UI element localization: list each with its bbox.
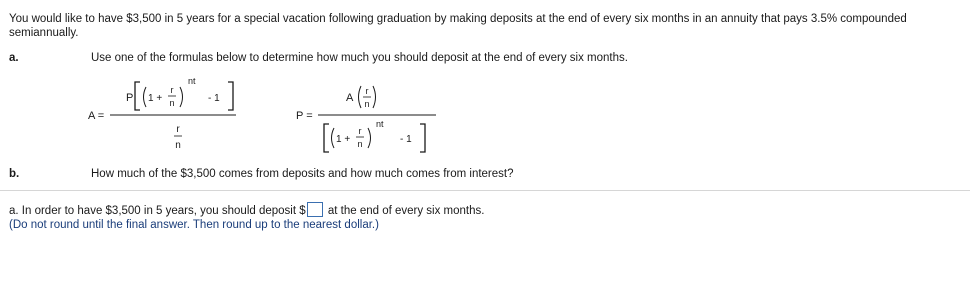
formula-1-inner-r: r	[170, 85, 174, 95]
formula-future-value	[88, 72, 248, 157]
formula-1-left-bracket	[135, 82, 140, 110]
formula-2-den-left-paren	[332, 128, 335, 148]
formula-1-right-bracket	[228, 82, 233, 110]
formula-2-one-plus: 1 +	[336, 134, 351, 145]
formula-2-den-right-paren	[368, 128, 371, 148]
problem-statement: You would like to have $3,500 in 5 years for a special vacation following graduation by making deposits at the end of every six months in an annuity that pays 3.5% compounded semiannually.	[9, 13, 907, 39]
answer-suffix: at the end of every six months.	[327, 205, 485, 217]
formula-1-one-plus: 1 +	[148, 93, 163, 104]
formula-1-denominator-r: r	[176, 124, 180, 135]
formula-2-num-right-paren	[373, 86, 376, 108]
formula-1-denominator-n: n	[175, 140, 181, 151]
formula-2-num-left-paren	[359, 86, 362, 108]
part-b-instruction: How much of the $3,500 comes from deposits and how much comes from interest?	[91, 168, 514, 180]
formula-1-p: P	[126, 92, 134, 104]
formula-1-exponent: nt	[188, 76, 196, 86]
part-a-label: a.	[9, 52, 19, 64]
formula-2-num-n: n	[364, 99, 370, 109]
formula-2-a: A	[346, 92, 354, 104]
formula-2-lhs: P =	[296, 110, 313, 122]
rounding-note: (Do not round until the final answer. Then round up to the nearest dollar.)	[9, 219, 379, 231]
answer-line	[9, 202, 484, 217]
formula-2-minus-one: - 1	[400, 134, 412, 145]
formula-2-right-bracket	[420, 124, 425, 152]
formula-1-inner-n: n	[169, 98, 175, 108]
section-divider	[0, 190, 970, 191]
formula-2-left-bracket	[324, 124, 329, 152]
formula-2-den-r: r	[358, 126, 362, 136]
answer-prefix: a. In order to have $3,500 in 5 years, you should deposit $	[9, 205, 306, 217]
formula-2-den-n: n	[357, 139, 363, 149]
formula-1-lhs: A =	[88, 110, 105, 122]
formula-1-left-paren	[144, 87, 147, 107]
formula-2-exponent: nt	[376, 119, 384, 129]
formula-2-num-r: r	[365, 86, 369, 96]
formula-payment	[296, 72, 446, 157]
formula-1-right-paren	[180, 87, 183, 107]
part-a-instruction: Use one of the formulas below to determine how much you should deposit at the end of every six months.	[91, 52, 628, 64]
part-b-label: b.	[9, 168, 20, 180]
deposit-answer-input[interactable]	[307, 202, 323, 217]
formula-1-minus-one: - 1	[208, 93, 220, 104]
